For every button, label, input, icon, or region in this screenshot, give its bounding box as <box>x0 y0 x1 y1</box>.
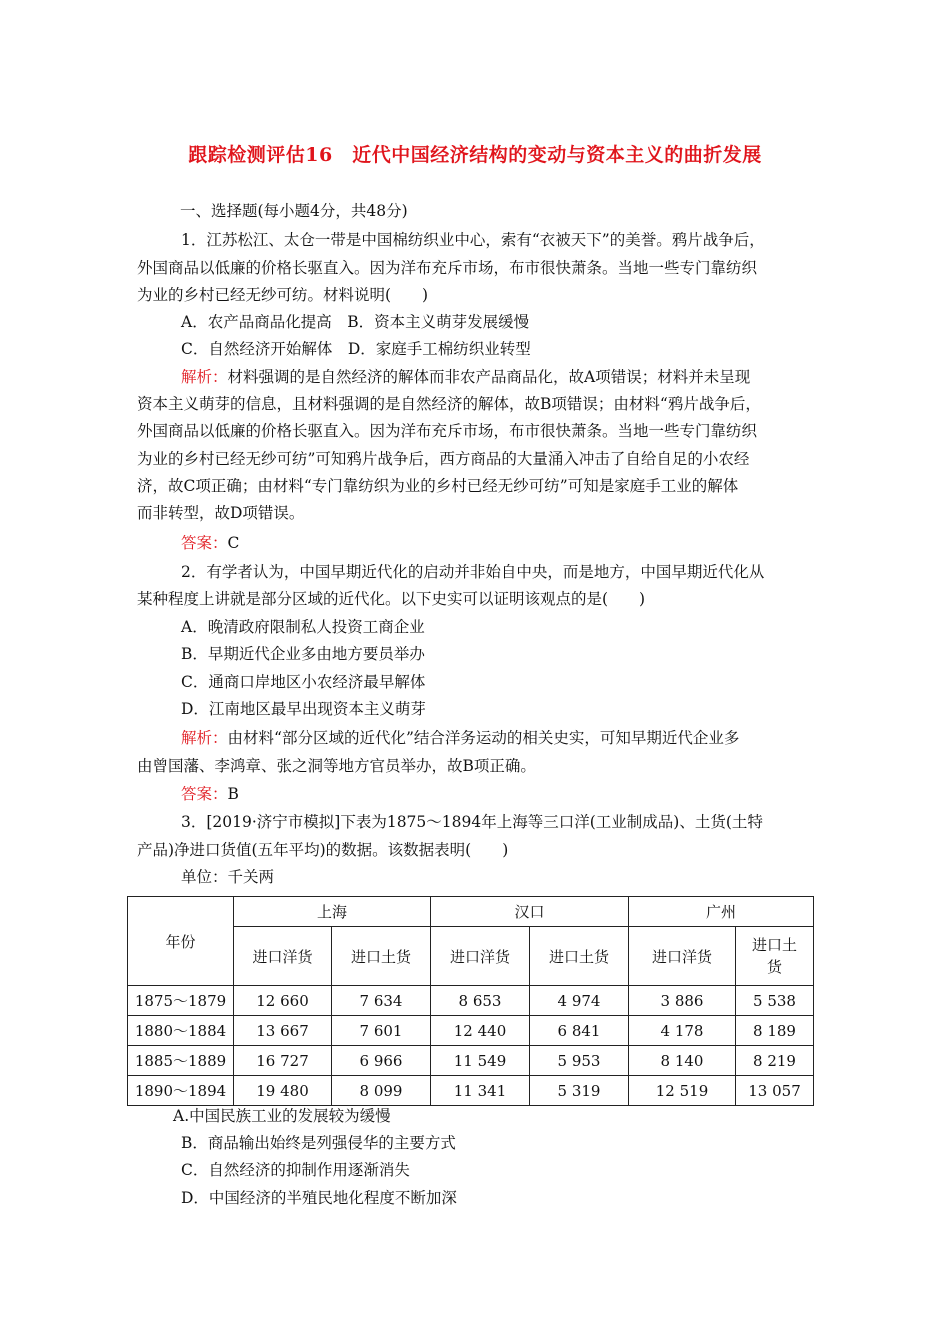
value-cell: 19 480 <box>234 1076 332 1106</box>
value-cell: 5 319 <box>530 1076 629 1106</box>
table-row <box>128 1016 814 1046</box>
answer-value: B <box>227 785 239 803</box>
year-header: 年份 <box>128 897 234 986</box>
q2-option: A．晚清政府限制私人投资工商企业 <box>181 618 425 636</box>
table-header-row <box>128 897 814 927</box>
analysis-label: 解析： <box>181 368 228 386</box>
value-cell: 11 549 <box>431 1046 530 1076</box>
value-cell: 5 953 <box>530 1046 629 1076</box>
column-header: 进口土货 <box>332 927 431 986</box>
q3-option: A.中国民族工业的发展较为缓慢 <box>173 1107 391 1125</box>
value-cell: 8 140 <box>629 1046 736 1076</box>
table-row <box>128 986 814 1016</box>
q1-analysis-line: 资本主义萌芽的信息，且材料强调的是自然经济的解体，故B项错误；由材料“鸦片战争后， <box>137 395 761 413</box>
value-cell: 4 178 <box>629 1016 736 1046</box>
q2-option: C．通商口岸地区小农经济最早解体 <box>181 673 426 691</box>
section-heading: 一、选择题(每小题4分，共48分) <box>180 202 408 220</box>
q2-stem-line: 某种程度上讲就是部分区域的近代化。以下史实可以证明该观点的是( ) <box>137 590 646 608</box>
value-cell: 5 538 <box>736 986 814 1016</box>
analysis-text: 由材料“部分区域的近代化”结合洋务运动的相关史实，可知早期近代企业多 <box>227 729 740 747</box>
value-cell: 12 660 <box>234 986 332 1016</box>
column-header: 进口土货 <box>530 927 629 986</box>
value-cell: 13 057 <box>736 1076 814 1106</box>
data-table <box>127 896 814 1106</box>
city-header: 上海 <box>234 897 431 927</box>
q2-option: D．江南地区最早出现资本主义萌芽 <box>181 700 426 718</box>
q2-analysis-line: 由曾国藩、李鸿章、张之洞等地方官员举办，故B项正确。 <box>137 757 536 775</box>
q3-option: B．商品输出始终是列强侵华的主要方式 <box>181 1134 456 1152</box>
value-cell: 6 966 <box>332 1046 431 1076</box>
q1-analysis-line: 外国商品以低廉的价格长驱直入。因为洋布充斥市场，布市很快萧条。当地一些专门靠纺织 <box>137 422 758 440</box>
q1-stem-line: 1．江苏松江、太仓一带是中国棉纺织业中心，索有“衣被天下”的美誉。鸦片战争后， <box>181 231 765 249</box>
value-cell: 8 099 <box>332 1076 431 1106</box>
city-header: 汉口 <box>431 897 629 927</box>
q1-analysis-line: 而非转型，故D项错误。 <box>137 504 305 522</box>
value-cell: 12 519 <box>629 1076 736 1106</box>
value-cell: 7 601 <box>332 1016 431 1046</box>
column-header: 进口洋货 <box>629 927 736 986</box>
year-cell: 1885～1889 <box>128 1046 234 1076</box>
q3-stem-line: 产品)净进口货值(五年平均)的数据。该数据表明( ) <box>137 841 509 859</box>
analysis-label: 解析： <box>181 729 228 747</box>
value-cell: 12 440 <box>431 1016 530 1046</box>
q3-option: D．中国经济的半殖民地化程度不断加深 <box>181 1189 457 1207</box>
answer-label: 答案： <box>181 785 228 803</box>
value-cell: 6 841 <box>530 1016 629 1046</box>
value-cell: 13 667 <box>234 1016 332 1046</box>
q3-option: C．自然经济的抑制作用逐渐消失 <box>181 1161 410 1179</box>
q1-analysis-line: 济，故C项正确；由材料“专门靠纺织为业的乡村已经无纱可纺”可知是家庭手工业的解体 <box>137 477 739 495</box>
table-row <box>128 1076 814 1106</box>
q2-stem-line: 2．有学者认为，中国早期近代化的启动并非始自中央，而是地方，中国早期近代化从 <box>181 563 765 581</box>
q1-stem-line: 外国商品以低廉的价格长驱直入。因为洋布充斥市场，布市很快萧条。当地一些专门靠纺织 <box>137 259 758 277</box>
q1-option: C．自然经济开始解体 D．家庭手工棉纺织业转型 <box>181 340 531 358</box>
year-cell: 1880～1884 <box>128 1016 234 1046</box>
q1-analysis-line <box>181 367 750 387</box>
value-cell: 11 341 <box>431 1076 530 1106</box>
value-cell: 16 727 <box>234 1046 332 1076</box>
column-header: 进口洋货 <box>234 927 332 986</box>
answer-value: C <box>227 534 240 552</box>
city-header: 广州 <box>629 897 814 927</box>
q1-answer <box>181 533 239 553</box>
q2-analysis-line <box>181 728 739 748</box>
value-cell: 8 219 <box>736 1046 814 1076</box>
value-cell: 8 653 <box>431 986 530 1016</box>
table-row <box>128 1046 814 1076</box>
value-cell: 8 189 <box>736 1016 814 1046</box>
q3-stem-line: 3．[2019·济宁市模拟]下表为1875～1894年上海等三口洋(工业制成品)、土货(土特 <box>181 813 763 831</box>
column-header: 进口土 货 <box>736 927 814 986</box>
year-cell: 1890～1894 <box>128 1076 234 1106</box>
value-cell: 4 974 <box>530 986 629 1016</box>
q1-option: A．农产品商品化提高 B．资本主义萌芽发展缓慢 <box>181 313 530 331</box>
q2-answer <box>181 784 239 804</box>
page-title: 跟踪检测评估16 近代中国经济结构的变动与资本主义的曲折发展 <box>188 144 762 166</box>
q1-analysis-line: 为业的乡村已经无纱可纺”可知鸦片战争后，西方商品的大量涌入冲击了自给自足的小农经 <box>137 450 750 468</box>
column-header: 进口洋货 <box>431 927 530 986</box>
q2-option: B．早期近代企业多由地方要员举办 <box>181 645 425 663</box>
analysis-text: 材料强调的是自然经济的解体而非农产品商品化，故A项错误；材料并未呈现 <box>227 368 751 386</box>
q1-stem-line: 为业的乡村已经无纱可纺。材料说明( ) <box>137 286 429 304</box>
value-cell: 3 886 <box>629 986 736 1016</box>
value-cell: 7 634 <box>332 986 431 1016</box>
year-cell: 1875～1879 <box>128 986 234 1016</box>
q3-unit: 单位：千关两 <box>181 868 275 886</box>
answer-label: 答案： <box>181 534 228 552</box>
